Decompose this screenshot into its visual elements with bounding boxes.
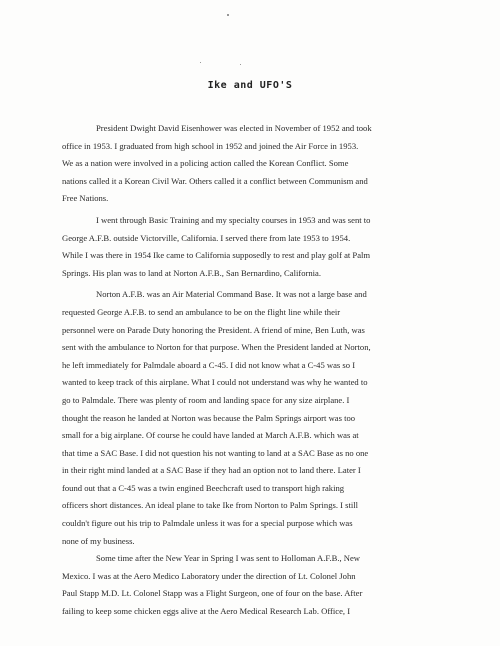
text-line: office in 1953. I graduated from high school in 1952 and joined the Air Force in 1953. (62, 140, 359, 151)
text-line: nations called it a Korean Civil War. Others called it a conflict between Communism and (62, 175, 368, 186)
document-title: Ike and UFO'S (207, 80, 293, 91)
text-line: Some time after the New Year in Spring I was sent to Holloman A.F.B., New (96, 553, 361, 564)
text-line: While I was there in 1954 Ike came to California supposedly to rest and play golf at Palm (62, 250, 371, 261)
text-line: sent with the ambulance to Norton for that purpose. When the President landed at Norton, (62, 342, 371, 353)
text-line: requested George A.F.B. to send an ambulance to be on the flight line while their (62, 306, 341, 317)
text-line: I went through Basic Training and my specialty courses in 1953 and was sent to (96, 214, 371, 225)
scan-speck (240, 64, 241, 65)
text-line: officers short distances. An ideal plane to take Ike from Norton to Palm Springs. I still (62, 500, 359, 511)
text-line: Mexico. I was at the Aero Medico Laboratory under the direction of Lt. Colonel John (62, 570, 356, 581)
text-line: personnel were on Parade Duty honoring the President. A friend of mine, Ben Luth, was (62, 324, 365, 335)
paragraph (62, 120, 457, 208)
scan-speck (200, 62, 201, 63)
text-line: small for a big airplane. Of course he could have landed at March A.F.B. which was at (62, 430, 359, 441)
document-body (62, 120, 457, 621)
text-line: he left immediately for Palmdale aboard a C-45. I did not know what a C-45 was so I (62, 359, 356, 370)
text-line: go to Palmdale. There was plenty of room and landing space for any size airplane. I (62, 394, 350, 405)
text-line: Free Nations. (62, 193, 109, 204)
paragraph (62, 550, 457, 620)
text-line: failing to keep some chicken eggs alive at the Aero Medical Research Lab. Office, I (62, 606, 351, 617)
text-line: wanted to keep track of this airplane. What I could not understand was why he wanted to (62, 377, 368, 388)
text-line: Paul Stapp M.D. Lt. Colonel Stapp was a Flight Surgeon, one of four on the base. After (62, 588, 363, 599)
scan-speck (227, 14, 229, 16)
text-line: couldn't figure out his trip to Palmdale unless it was for a special purpose which was (62, 518, 353, 529)
text-line: President Dwight David Eisenhower was elected in November of 1952 and took (96, 123, 372, 133)
text-line: thought the reason he landed at Norton was because the Palm Springs airport was too (62, 412, 356, 423)
text-line: none of my business. (62, 535, 135, 546)
text-line: found out that a C-45 was a twin engined Beechcraft used to transport high raking (62, 482, 345, 493)
text-line: Norton A.F.B. was an Air Material Command Base. It was not a large base and (96, 289, 367, 300)
text-line: George A.F.B. outside Victorville, California. I served there from late 1953 to 1954. (62, 232, 351, 243)
text-line: We as a nation were involved in a policing action called the Korean Conflict. Some (62, 158, 349, 169)
paragraph (62, 286, 457, 550)
text-line: in their right mind landed at a SAC Base if they had an option not to land there. Later I (62, 465, 361, 476)
text-line: Springs. His plan was to land at Norton A.F.B., San Bernardino, California. (62, 267, 322, 278)
text-line: that time a SAC Base. I did not question his not wanting to land at a SAC Base as no one (62, 447, 369, 458)
paragraph (62, 212, 457, 282)
